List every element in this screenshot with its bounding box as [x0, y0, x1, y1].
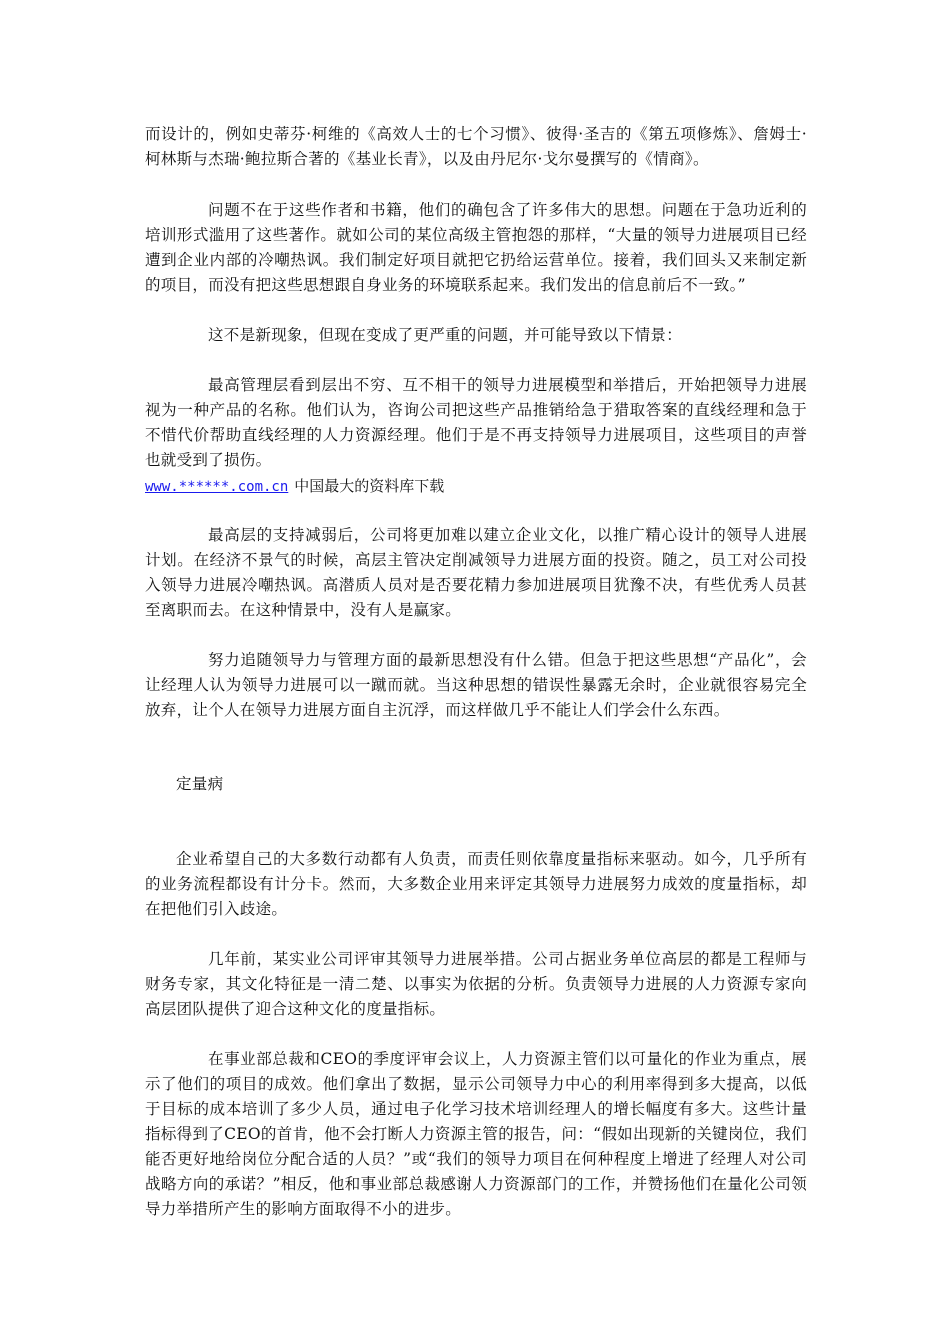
paragraph-industrial-company: 几年前，某实业公司评审其领导力进展举措。公司占据业务单位高层的都是工程师与财务专家，其文化特征是一清二楚、以事实为依据的分析。负责领导力进展的人力资源专家向高层团队提供了迎合这种文化的度量指标。	[145, 950, 807, 1018]
paragraph-problem: 问题不在于这些作者和书籍，他们的确包含了许多伟大的思想。问题在于急功近利的培训形式滥用了这些著作。就如公司的某位高级主管抱怨的那样，“大量的领导力进展项目已经遭到企业内部的冷嘲热讽。我们制定好项目就把它扔给运营单位。接着，我们回头又来制定新的项目，而没有把这些思想跟自身业务的环境联系起来。我们发出的信息前后不一致。”	[145, 201, 807, 294]
paragraph-metrics: 企业希望自己的大多数行动都有人负责，而责任则依靠度量指标来驱动。如今，几乎所有的业务流程都设有计分卡。然而，大多数企业用来评定其领导力进展努力成效的度量指标，却在把他们引入歧途。	[145, 850, 807, 918]
paragraph-top-management: 最高管理层看到层出不穷、互不相干的领导力进展模型和举措后，开始把领导力进展视为一种产品的名称。他们认为，咨询公司把这些产品推销给急于猎取答案的直线经理和急于不惜代价帮助直线经理的人力资源经理。他们于是不再支持领导力进展项目，这些项目的声誉也就受到了损伤。	[145, 376, 807, 469]
source-link-description: 中国最大的资料库下载	[294, 477, 445, 495]
source-link[interactable]: www.******.com.cn	[145, 479, 289, 495]
paragraph-books: 而设计的，例如史蒂芬·柯维的《高效人士的七个习惯》、彼得·圣吉的《第五项修炼》、詹姆士·柯林斯与杰瑞·鲍拉斯合著的《基业长青》，以及由丹尼尔·戈尔曼撰写的《情商》。	[145, 125, 807, 168]
paragraph-scenario-intro: 这不是新现象，但现在变成了更严重的问题，并可能导致以下情景：	[208, 326, 683, 344]
section-heading: 定量病	[176, 775, 224, 793]
paragraph-quarterly-review: 在事业部总裁和CEO的季度评审会议上，人力资源主管们以可量化的作业为重点，展示了他们的项目的成效。他们拿出了数据，显示公司领导力中心的利用率得到多大提高，以低于目标的成本培训了多少人员，通过电子化学习技术培训经理人的增长幅度有多大。这些计量指标得到了CEO的首肯，他不会打断人力资源主管的报告，问：“假如出现新的关键岗位，我们能否更好地给岗位分配合适的人员？”或“我们的领导力项目在何种程度上增进了经理人对公司战略方向的承诺？”相反，他和事业部总裁感谢人力资源部门的工作，并赞扬他们在量化公司领导力举措所产生的影响方面取得不小的进步。	[145, 1050, 807, 1218]
source-link-line	[145, 475, 807, 498]
paragraph-productization: 努力追随领导力与管理方面的最新思想没有什么错。但急于把这些思想“产品化”，会让经理人认为领导力进展可以一蹴而就。当这种思想的错误性暴露无余时，企业就很容易完全放弃，让个人在领导力进展方面自主沉浮，而这样做几乎不能让人们学会什么东西。	[145, 651, 807, 719]
paragraph-support-weakened: 最高层的支持减弱后，公司将更加难以建立企业文化，以推广精心设计的领导人进展计划。在经济不景气的时候，高层主管决定削减领导力进展方面的投资。随之，员工对公司投入领导力进展冷嘲热讽。高潜质人员对是否要花精力参加进展项目犹豫不决，有些优秀人员甚至离职而去。在这种情景中，没有人是赢家。	[145, 526, 807, 619]
